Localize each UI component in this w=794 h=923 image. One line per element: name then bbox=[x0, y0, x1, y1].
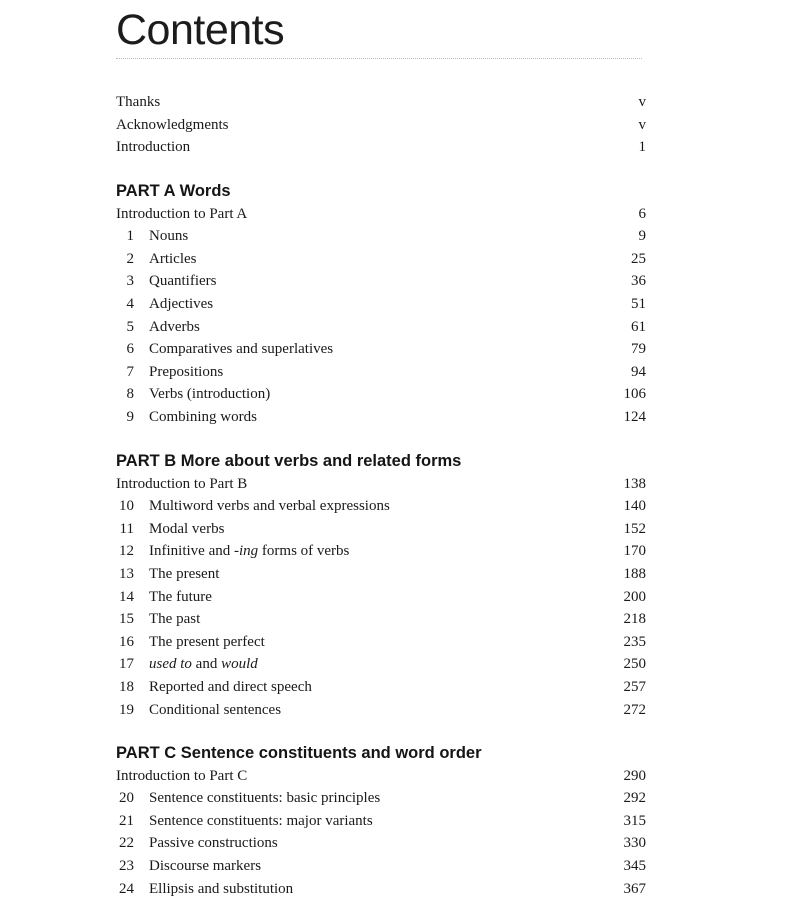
toc-page-number: 272 bbox=[623, 701, 646, 718]
chapter-entry[interactable] bbox=[116, 608, 646, 631]
chapter-title-text: Ellipsis and substitution bbox=[149, 880, 294, 897]
toc-page-number: 315 bbox=[623, 812, 646, 829]
chapter-title bbox=[149, 518, 224, 541]
toc-entry-label: Introduction to Part B bbox=[116, 475, 248, 492]
toc-page-number: 200 bbox=[623, 588, 646, 605]
part-label: PART C bbox=[116, 744, 177, 762]
chapter-title bbox=[149, 316, 200, 339]
part-c-section bbox=[116, 742, 646, 900]
toc-page-number: 51 bbox=[631, 295, 646, 312]
toc-page-number: 106 bbox=[623, 386, 646, 403]
chapter-title-text: Adverbs bbox=[149, 318, 200, 335]
chapter-list bbox=[116, 787, 646, 900]
chapter-title bbox=[149, 270, 216, 293]
chapter-title-text: The past bbox=[149, 611, 201, 628]
chapter-entry[interactable] bbox=[116, 563, 646, 586]
chapter-title-text: The future bbox=[149, 588, 212, 605]
chapter-number: 8 bbox=[126, 386, 134, 403]
chapter-title bbox=[149, 248, 196, 271]
chapter-title bbox=[149, 361, 223, 384]
chapter-entry[interactable] bbox=[116, 248, 646, 271]
chapter-number: 1 bbox=[126, 228, 134, 245]
chapter-entry[interactable] bbox=[116, 631, 646, 654]
chapter-title-italic: would bbox=[221, 656, 258, 673]
chapter-entry[interactable] bbox=[116, 361, 646, 384]
chapter-title-italic: -ing bbox=[233, 543, 259, 560]
chapter-title bbox=[149, 293, 213, 316]
chapter-title bbox=[149, 338, 333, 361]
chapter-title bbox=[149, 586, 212, 609]
chapter-title-text: Articles bbox=[149, 250, 197, 267]
part-heading[interactable] bbox=[116, 450, 646, 473]
chapter-number: 20 bbox=[119, 790, 134, 807]
toc-entry-label: Thanks bbox=[116, 94, 161, 110]
part-title: More about verbs and related forms bbox=[180, 452, 462, 470]
chapter-entry[interactable] bbox=[116, 495, 646, 518]
toc-entry-label: Introduction to Part C bbox=[116, 767, 248, 784]
chapter-number: 5 bbox=[126, 318, 134, 335]
part-label: PART A bbox=[116, 182, 175, 200]
chapter-title bbox=[149, 832, 278, 855]
part-label: PART B bbox=[116, 452, 177, 470]
toc-page-number: v bbox=[638, 116, 646, 133]
toc-entry-acknowledgments[interactable] bbox=[116, 114, 646, 137]
chapter-title-text: Conditional sentences bbox=[149, 701, 282, 718]
chapter-number: 15 bbox=[119, 611, 134, 628]
chapter-number: 16 bbox=[119, 633, 134, 650]
chapter-title-text: Multiword verbs and verbal expressions bbox=[149, 498, 390, 515]
chapter-title-text: Comparatives and superlatives bbox=[149, 341, 334, 358]
toc-entry-label: Acknowledgments bbox=[116, 116, 229, 133]
chapter-title-text: Passive constructions bbox=[149, 835, 278, 852]
toc-page-number: 367 bbox=[623, 880, 646, 897]
toc-page-number: v bbox=[638, 94, 646, 110]
toc-page-number: 170 bbox=[623, 543, 646, 560]
chapter-entry[interactable] bbox=[116, 316, 646, 339]
chapter-entry[interactable] bbox=[116, 406, 646, 429]
part-intro-entry[interactable] bbox=[116, 765, 646, 788]
toc-page-number: 36 bbox=[631, 273, 646, 290]
part-b-section bbox=[116, 450, 646, 721]
chapter-title bbox=[149, 608, 200, 631]
part-title: Sentence constituents and word order bbox=[180, 744, 482, 762]
toc-page-number: 330 bbox=[623, 835, 646, 852]
chapter-number: 19 bbox=[119, 701, 134, 718]
chapter-list bbox=[116, 225, 646, 428]
chapter-entry[interactable] bbox=[116, 810, 646, 833]
chapter-title-text: Sentence constituents: major variants bbox=[149, 812, 373, 829]
chapter-title-italic: used to bbox=[149, 656, 192, 673]
toc-entry-label: Introduction bbox=[116, 139, 191, 156]
chapter-title bbox=[149, 540, 349, 563]
chapter-number: 17 bbox=[119, 656, 134, 673]
chapter-title bbox=[149, 563, 219, 586]
chapter-entry[interactable] bbox=[116, 653, 646, 676]
chapter-number: 22 bbox=[119, 835, 134, 852]
chapter-number: 6 bbox=[126, 341, 134, 358]
chapter-number: 13 bbox=[119, 565, 134, 582]
chapter-title-text: forms of verbs bbox=[258, 543, 350, 560]
chapter-entry[interactable] bbox=[116, 225, 646, 248]
chapter-title-text: Nouns bbox=[149, 228, 189, 245]
chapter-title-text: Sentence constituents: basic principles bbox=[149, 790, 381, 807]
chapter-title bbox=[149, 225, 188, 248]
part-intro-entry[interactable] bbox=[116, 473, 646, 496]
chapter-number: 24 bbox=[119, 880, 134, 897]
toc-page-number: 124 bbox=[623, 408, 646, 425]
chapter-number: 2 bbox=[126, 250, 134, 267]
toc-page-number: 9 bbox=[638, 228, 646, 245]
chapter-title-text: Quantifiers bbox=[149, 273, 217, 290]
part-heading[interactable] bbox=[116, 742, 646, 765]
chapter-title bbox=[149, 495, 390, 518]
chapter-title-text: Modal verbs bbox=[149, 520, 225, 537]
chapter-title-text: Discourse markers bbox=[149, 857, 262, 874]
chapter-title-text: Infinitive and bbox=[149, 543, 234, 560]
toc-page-number: 257 bbox=[623, 678, 646, 695]
chapter-number: 21 bbox=[119, 812, 134, 829]
chapter-title-text: Combining words bbox=[149, 408, 257, 425]
toc-entry-label: Introduction to Part A bbox=[116, 205, 248, 222]
toc-page-number: 79 bbox=[631, 341, 646, 358]
chapter-title bbox=[149, 699, 281, 722]
chapter-entry[interactable] bbox=[116, 293, 646, 316]
chapter-title bbox=[149, 787, 380, 810]
toc-page-number: 140 bbox=[623, 498, 646, 515]
chapter-number: 11 bbox=[119, 520, 134, 537]
toc-page-number: 235 bbox=[623, 633, 646, 650]
part-title: Words bbox=[179, 182, 231, 200]
chapter-number: 23 bbox=[119, 857, 134, 874]
toc-page-number: 250 bbox=[623, 656, 646, 673]
toc-page-number: 25 bbox=[631, 250, 646, 267]
chapter-title bbox=[149, 631, 265, 654]
part-a-section bbox=[116, 180, 646, 429]
part-intro-entry[interactable] bbox=[116, 203, 646, 226]
chapter-title bbox=[149, 878, 293, 901]
chapter-title-text: and bbox=[191, 656, 222, 673]
chapter-title bbox=[149, 676, 312, 699]
chapter-entry[interactable] bbox=[116, 383, 646, 406]
toc-page-number: 290 bbox=[623, 767, 646, 784]
toc-page-number: 6 bbox=[638, 205, 646, 222]
chapter-entry[interactable] bbox=[116, 270, 646, 293]
chapter-entry[interactable] bbox=[116, 878, 646, 901]
toc-page-number: 188 bbox=[623, 565, 646, 582]
chapter-number: 10 bbox=[119, 498, 134, 515]
toc-page-number: 152 bbox=[623, 520, 646, 537]
toc-page-number: 138 bbox=[623, 475, 646, 492]
chapter-number: 3 bbox=[126, 273, 134, 290]
chapter-number: 4 bbox=[126, 295, 134, 312]
front-matter-list bbox=[116, 91, 646, 159]
chapter-entry[interactable] bbox=[116, 540, 646, 563]
chapter-entry[interactable] bbox=[116, 338, 646, 361]
toc-page-number: 218 bbox=[623, 611, 646, 628]
part-heading[interactable] bbox=[116, 180, 646, 203]
toc-page-number: 94 bbox=[631, 363, 646, 380]
chapter-title-text: Prepositions bbox=[149, 363, 224, 380]
chapter-entry[interactable] bbox=[116, 855, 646, 878]
chapter-title bbox=[149, 855, 261, 878]
toc-page-number: 61 bbox=[631, 318, 646, 335]
chapter-number: 18 bbox=[119, 678, 134, 695]
toc-entry-thanks[interactable] bbox=[116, 91, 646, 114]
chapter-title-text: The present perfect bbox=[149, 633, 265, 650]
toc-entry-introduction[interactable] bbox=[116, 136, 646, 159]
chapter-entry[interactable] bbox=[116, 832, 646, 855]
title-divider bbox=[116, 58, 642, 59]
chapter-title bbox=[149, 406, 257, 429]
chapter-number: 12 bbox=[119, 543, 134, 560]
chapter-title bbox=[149, 810, 373, 833]
chapter-title-text: The present bbox=[149, 565, 220, 582]
chapter-number: 7 bbox=[126, 363, 134, 380]
chapter-number: 14 bbox=[119, 588, 134, 605]
chapter-entry[interactable] bbox=[116, 787, 646, 810]
toc-page-number: 1 bbox=[638, 139, 646, 156]
toc-page-number: 345 bbox=[623, 857, 646, 874]
chapter-title-text: Verbs (introduction) bbox=[149, 386, 271, 403]
chapter-title-text: Adjectives bbox=[149, 295, 214, 312]
page-title: Contents bbox=[116, 6, 285, 54]
chapter-entry[interactable] bbox=[116, 676, 646, 699]
chapter-title bbox=[149, 383, 270, 406]
chapter-title bbox=[149, 653, 258, 676]
chapter-list bbox=[116, 495, 646, 721]
chapter-number: 9 bbox=[126, 408, 134, 425]
chapter-entry[interactable] bbox=[116, 518, 646, 541]
chapter-entry[interactable] bbox=[116, 586, 646, 609]
chapter-title-text: Reported and direct speech bbox=[149, 678, 312, 695]
toc-page-number: 292 bbox=[623, 790, 646, 807]
chapter-entry[interactable] bbox=[116, 699, 646, 722]
